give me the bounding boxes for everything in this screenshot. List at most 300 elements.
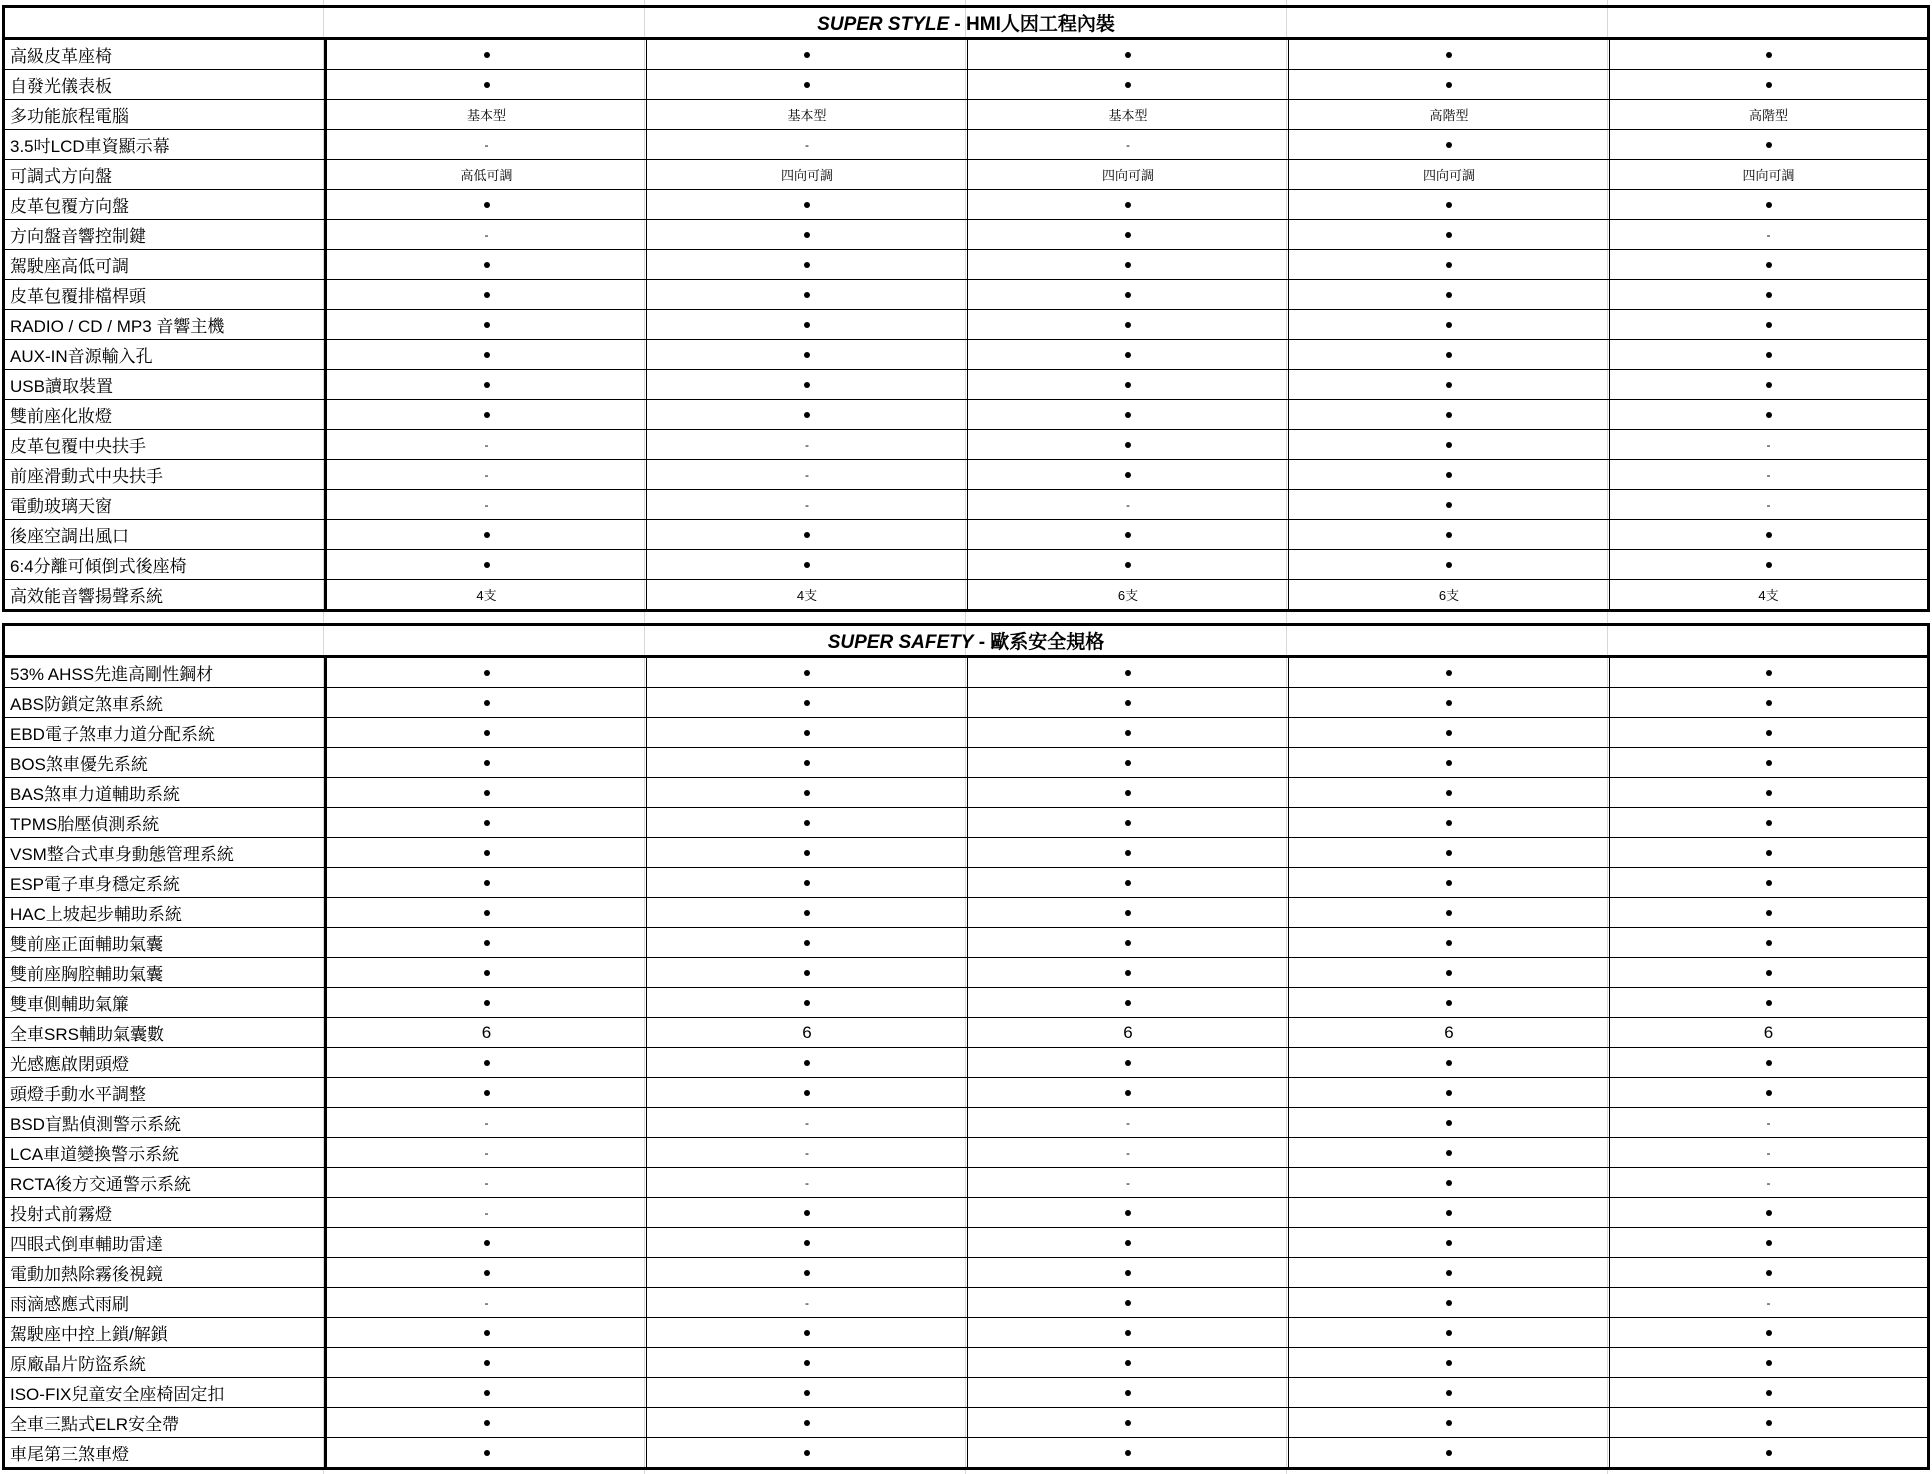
- bullet-dot-icon: [804, 700, 810, 706]
- not-equipped-cell: [326, 1108, 647, 1138]
- equipped-cell: [647, 1258, 968, 1288]
- not-equipped-cell: [1610, 430, 1929, 460]
- equipped-cell: [1289, 550, 1610, 580]
- not-equipped-cell: [968, 1138, 1289, 1168]
- equipped-cell: [326, 550, 647, 580]
- equipped-cell: [647, 1348, 968, 1378]
- spec-value-cell: 6: [1610, 1018, 1929, 1048]
- bullet-dot-icon: [1766, 1060, 1772, 1066]
- dash-mark: -: [484, 468, 489, 482]
- bullet-dot-icon: [484, 910, 490, 916]
- table-row: [4, 460, 1929, 490]
- bullet-dot-icon: [1125, 1210, 1131, 1216]
- bullet-dot-icon: [1446, 442, 1452, 448]
- equipped-cell: [1289, 400, 1610, 430]
- equipped-cell: [1289, 1318, 1610, 1348]
- bullet-dot-icon: [1125, 730, 1131, 736]
- equipped-cell: [326, 1348, 647, 1378]
- bullet-dot-icon: [1446, 412, 1452, 418]
- bullet-dot-icon: [484, 382, 490, 388]
- equipped-cell: [1289, 1078, 1610, 1108]
- table-row: [4, 39, 1929, 70]
- dash-mark: -: [1766, 1296, 1771, 1310]
- not-equipped-cell: [647, 1138, 968, 1168]
- spec-value-cell: 4支: [1610, 580, 1929, 611]
- bullet-dot-icon: [1125, 1360, 1131, 1366]
- bullet-dot-icon: [484, 1390, 490, 1396]
- dash-mark: -: [805, 1116, 809, 1130]
- equipped-cell: [1610, 688, 1929, 718]
- bullet-dot-icon: [1125, 1450, 1131, 1456]
- equipped-cell: [968, 748, 1289, 778]
- bullet-dot-icon: [1446, 1450, 1452, 1456]
- spec-value-cell: 6支: [1289, 580, 1610, 611]
- super-style-table: [2, 5, 1930, 612]
- equipped-cell: [1289, 1198, 1610, 1228]
- equipped-cell: [1610, 1378, 1929, 1408]
- equipped-cell: [968, 868, 1289, 898]
- table-row: [4, 808, 1929, 838]
- equipped-cell: [647, 988, 968, 1018]
- spec-value-cell: 四向可調: [1289, 160, 1610, 190]
- equipped-cell: [326, 778, 647, 808]
- spec-value-cell: 基本型: [326, 100, 647, 130]
- feature-name: 原廠晶片防盜系統: [4, 1348, 326, 1378]
- equipped-cell: [968, 520, 1289, 550]
- feature-name: ISO-FIX兒童安全座椅固定扣: [4, 1378, 326, 1408]
- dash-mark: -: [484, 1296, 489, 1310]
- table-row: [4, 550, 1929, 580]
- spec-value-cell: 4支: [326, 580, 647, 611]
- equipped-cell: [326, 808, 647, 838]
- feature-name: ESP電子車身穩定系統: [4, 868, 326, 898]
- bullet-dot-icon: [1766, 322, 1772, 328]
- feature-name: 6:4分離可傾倒式後座椅: [4, 550, 326, 580]
- bullet-dot-icon: [804, 1270, 810, 1276]
- equipped-cell: [647, 400, 968, 430]
- feature-name: 雙前座化妝燈: [4, 400, 326, 430]
- equipped-cell: [1289, 490, 1610, 520]
- table-row: [4, 1078, 1929, 1108]
- bullet-dot-icon: [484, 82, 490, 88]
- bullet-dot-icon: [804, 562, 810, 568]
- table-row: [4, 958, 1929, 988]
- equipped-cell: [968, 1078, 1289, 1108]
- feature-name: 頭燈手動水平調整: [4, 1078, 326, 1108]
- equipped-cell: [968, 1228, 1289, 1258]
- bullet-dot-icon: [484, 1240, 490, 1246]
- bullet-dot-icon: [1125, 472, 1131, 478]
- not-equipped-cell: [968, 1108, 1289, 1138]
- bullet-dot-icon: [1766, 1420, 1772, 1426]
- equipped-cell: [1289, 718, 1610, 748]
- bullet-dot-icon: [1446, 262, 1452, 268]
- equipped-cell: [968, 370, 1289, 400]
- bullet-dot-icon: [804, 292, 810, 298]
- equipped-cell: [326, 1378, 647, 1408]
- section-title-rest: - 歐系安全規格: [973, 632, 1105, 653]
- feature-name: RCTA後方交通警示系統: [4, 1168, 326, 1198]
- feature-name: 可調式方向盤: [4, 160, 326, 190]
- bullet-dot-icon: [1446, 472, 1452, 478]
- spec-value-cell: 6: [968, 1018, 1289, 1048]
- feature-name: 皮革包覆排檔桿頭: [4, 280, 326, 310]
- bullet-dot-icon: [1766, 1450, 1772, 1456]
- table-row: [4, 748, 1929, 778]
- bullet-dot-icon: [1125, 1420, 1131, 1426]
- equipped-cell: [1289, 1408, 1610, 1438]
- equipped-cell: [1610, 1438, 1929, 1469]
- dash-mark: -: [1126, 1116, 1130, 1130]
- equipped-cell: [1289, 898, 1610, 928]
- bullet-dot-icon: [1446, 730, 1452, 736]
- not-equipped-cell: [968, 490, 1289, 520]
- equipped-cell: [1289, 808, 1610, 838]
- equipped-cell: [1289, 1108, 1610, 1138]
- equipped-cell: [326, 1078, 647, 1108]
- equipped-cell: [1610, 250, 1929, 280]
- dash-mark: -: [484, 228, 489, 242]
- equipped-cell: [647, 958, 968, 988]
- equipped-cell: [1610, 1228, 1929, 1258]
- equipped-cell: [326, 657, 647, 688]
- equipped-cell: [968, 1408, 1289, 1438]
- bullet-dot-icon: [1766, 910, 1772, 916]
- bullet-dot-icon: [1766, 1330, 1772, 1336]
- bullet-dot-icon: [1446, 322, 1452, 328]
- feature-name: ABS防鎖定煞車系統: [4, 688, 326, 718]
- equipped-cell: [1610, 868, 1929, 898]
- bullet-dot-icon: [804, 1210, 810, 1216]
- table-row: [4, 340, 1929, 370]
- equipped-cell: [1289, 657, 1610, 688]
- equipped-cell: [326, 928, 647, 958]
- feature-name: 電動加熱除霧後視鏡: [4, 1258, 326, 1288]
- bullet-dot-icon: [1125, 412, 1131, 418]
- section-title: [4, 7, 1929, 39]
- equipped-cell: [326, 400, 647, 430]
- bullet-dot-icon: [1446, 1420, 1452, 1426]
- not-equipped-cell: [1610, 1138, 1929, 1168]
- bullet-dot-icon: [484, 562, 490, 568]
- bullet-dot-icon: [1446, 1210, 1452, 1216]
- bullet-dot-icon: [804, 970, 810, 976]
- table-row: [4, 1258, 1929, 1288]
- equipped-cell: [326, 520, 647, 550]
- table-row: [4, 988, 1929, 1018]
- bullet-dot-icon: [1125, 910, 1131, 916]
- spec-value-cell: 基本型: [968, 100, 1289, 130]
- equipped-cell: [326, 370, 647, 400]
- feature-name: 3.5吋LCD車資顯示幕: [4, 130, 326, 160]
- bullet-dot-icon: [1125, 790, 1131, 796]
- feature-name: 雙車側輔助氣簾: [4, 988, 326, 1018]
- equipped-cell: [326, 70, 647, 100]
- table-row: [4, 1348, 1929, 1378]
- equipped-cell: [968, 688, 1289, 718]
- equipped-cell: [1289, 868, 1610, 898]
- feature-name: RADIO / CD / MP3 音響主機: [4, 310, 326, 340]
- feature-name: 全車三點式ELR安全帶: [4, 1408, 326, 1438]
- bullet-dot-icon: [1125, 202, 1131, 208]
- feature-name: 方向盤音響控制鍵: [4, 220, 326, 250]
- equipped-cell: [1289, 1258, 1610, 1288]
- dash-mark: -: [1766, 438, 1771, 452]
- table-row: [4, 838, 1929, 868]
- not-equipped-cell: [326, 1168, 647, 1198]
- not-equipped-cell: [326, 460, 647, 490]
- table-row: [4, 1288, 1929, 1318]
- equipped-cell: [1289, 370, 1610, 400]
- bullet-dot-icon: [1446, 1300, 1452, 1306]
- bullet-dot-icon: [484, 292, 490, 298]
- feature-name: LCA車道變換警示系統: [4, 1138, 326, 1168]
- not-equipped-cell: [647, 1288, 968, 1318]
- dash-mark: -: [805, 1176, 809, 1190]
- bullet-dot-icon: [1446, 700, 1452, 706]
- table-row: [4, 1408, 1929, 1438]
- bullet-dot-icon: [804, 412, 810, 418]
- equipped-cell: [647, 748, 968, 778]
- bullet-dot-icon: [1766, 880, 1772, 886]
- bullet-dot-icon: [1125, 1240, 1131, 1246]
- section-title: [4, 625, 1929, 657]
- feature-name: 前座滑動式中央扶手: [4, 460, 326, 490]
- not-equipped-cell: [1610, 1288, 1929, 1318]
- equipped-cell: [1289, 1348, 1610, 1378]
- spec-value-cell: 四向可調: [968, 160, 1289, 190]
- bullet-dot-icon: [1446, 1240, 1452, 1246]
- equipped-cell: [1289, 1288, 1610, 1318]
- equipped-cell: [647, 1048, 968, 1078]
- equipped-cell: [647, 1228, 968, 1258]
- equipped-cell: [968, 1198, 1289, 1228]
- equipped-cell: [1610, 70, 1929, 100]
- bullet-dot-icon: [804, 82, 810, 88]
- bullet-dot-icon: [1446, 502, 1452, 508]
- bullet-dot-icon: [1125, 232, 1131, 238]
- equipped-cell: [968, 718, 1289, 748]
- bullet-dot-icon: [484, 352, 490, 358]
- dash-mark: -: [805, 498, 809, 512]
- equipped-cell: [326, 1438, 647, 1469]
- bullet-dot-icon: [1446, 142, 1452, 148]
- equipped-cell: [1289, 1168, 1610, 1198]
- not-equipped-cell: [647, 130, 968, 160]
- feature-name: HAC上坡起步輔助系統: [4, 898, 326, 928]
- table-row: [4, 1318, 1929, 1348]
- not-equipped-cell: [1610, 220, 1929, 250]
- bullet-dot-icon: [1125, 1000, 1131, 1006]
- equipped-cell: [968, 400, 1289, 430]
- bullet-dot-icon: [1446, 232, 1452, 238]
- bullet-dot-icon: [1446, 1120, 1452, 1126]
- table-row: [4, 718, 1929, 748]
- bullet-dot-icon: [1766, 940, 1772, 946]
- bullet-dot-icon: [1446, 1060, 1452, 1066]
- dash-mark: -: [484, 1146, 489, 1160]
- bullet-dot-icon: [484, 1360, 490, 1366]
- equipped-cell: [1610, 988, 1929, 1018]
- bullet-dot-icon: [1766, 1000, 1772, 1006]
- feature-name: 皮革包覆中央扶手: [4, 430, 326, 460]
- bullet-dot-icon: [804, 1240, 810, 1246]
- not-equipped-cell: [647, 1168, 968, 1198]
- equipped-cell: [647, 868, 968, 898]
- equipped-cell: [1610, 520, 1929, 550]
- bullet-dot-icon: [804, 202, 810, 208]
- bullet-dot-icon: [804, 1390, 810, 1396]
- bullet-dot-icon: [1446, 940, 1452, 946]
- bullet-dot-icon: [804, 1450, 810, 1456]
- bullet-dot-icon: [1125, 1390, 1131, 1396]
- not-equipped-cell: [326, 490, 647, 520]
- dash-mark: -: [484, 138, 489, 152]
- equipped-cell: [968, 70, 1289, 100]
- bullet-dot-icon: [1446, 82, 1452, 88]
- table-row: [4, 1198, 1929, 1228]
- feature-name: 駕駛座中控上鎖/解鎖: [4, 1318, 326, 1348]
- bullet-dot-icon: [1446, 562, 1452, 568]
- equipped-cell: [1289, 1048, 1610, 1078]
- table-row: [4, 220, 1929, 250]
- table-row: [4, 580, 1929, 611]
- not-equipped-cell: [326, 220, 647, 250]
- equipped-cell: [647, 778, 968, 808]
- bullet-dot-icon: [484, 820, 490, 826]
- equipped-cell: [968, 39, 1289, 70]
- bullet-dot-icon: [1766, 82, 1772, 88]
- dash-mark: -: [1766, 1116, 1771, 1130]
- not-equipped-cell: [326, 1198, 647, 1228]
- equipped-cell: [968, 1438, 1289, 1469]
- equipped-cell: [968, 778, 1289, 808]
- equipped-cell: [968, 280, 1289, 310]
- dash-mark: -: [1766, 498, 1771, 512]
- bullet-dot-icon: [1446, 532, 1452, 538]
- equipped-cell: [968, 838, 1289, 868]
- bullet-dot-icon: [804, 790, 810, 796]
- feature-name: 光感應啟閉頭燈: [4, 1048, 326, 1078]
- not-equipped-cell: [968, 130, 1289, 160]
- equipped-cell: [1610, 39, 1929, 70]
- equipped-cell: [1289, 1438, 1610, 1469]
- bullet-dot-icon: [484, 202, 490, 208]
- bullet-dot-icon: [804, 382, 810, 388]
- equipped-cell: [647, 1078, 968, 1108]
- equipped-cell: [1289, 520, 1610, 550]
- bullet-dot-icon: [804, 1360, 810, 1366]
- table-row: [4, 928, 1929, 958]
- equipped-cell: [968, 550, 1289, 580]
- bullet-dot-icon: [1766, 1240, 1772, 1246]
- table-row: [4, 400, 1929, 430]
- bullet-dot-icon: [1766, 382, 1772, 388]
- bullet-dot-icon: [1125, 940, 1131, 946]
- bullet-dot-icon: [484, 52, 490, 58]
- equipped-cell: [326, 190, 647, 220]
- equipped-cell: [1289, 220, 1610, 250]
- bullet-dot-icon: [804, 820, 810, 826]
- not-equipped-cell: [647, 460, 968, 490]
- equipped-cell: [1610, 718, 1929, 748]
- bullet-dot-icon: [1125, 760, 1131, 766]
- equipped-cell: [968, 1348, 1289, 1378]
- bullet-dot-icon: [1125, 970, 1131, 976]
- bullet-dot-icon: [1446, 52, 1452, 58]
- bullet-dot-icon: [1766, 670, 1772, 676]
- table-row: [4, 778, 1929, 808]
- equipped-cell: [1610, 190, 1929, 220]
- bullet-dot-icon: [1766, 1360, 1772, 1366]
- bullet-dot-icon: [1766, 1270, 1772, 1276]
- bullet-dot-icon: [804, 880, 810, 886]
- table-row: [4, 1138, 1929, 1168]
- bullet-dot-icon: [1125, 532, 1131, 538]
- equipped-cell: [1289, 310, 1610, 340]
- bullet-dot-icon: [1766, 1090, 1772, 1096]
- bullet-dot-icon: [1766, 532, 1772, 538]
- not-equipped-cell: [326, 1138, 647, 1168]
- equipped-cell: [326, 310, 647, 340]
- bullet-dot-icon: [1446, 382, 1452, 388]
- equipped-cell: [968, 958, 1289, 988]
- equipped-cell: [647, 1198, 968, 1228]
- equipped-cell: [326, 868, 647, 898]
- equipped-cell: [968, 340, 1289, 370]
- table-row: [4, 70, 1929, 100]
- section-title-italic: SUPER STYLE: [817, 14, 950, 35]
- bullet-dot-icon: [804, 1000, 810, 1006]
- equipped-cell: [326, 1048, 647, 1078]
- not-equipped-cell: [647, 1108, 968, 1138]
- dash-mark: -: [805, 1146, 809, 1160]
- bullet-dot-icon: [1125, 1300, 1131, 1306]
- section-header-row: [4, 7, 1929, 39]
- equipped-cell: [326, 688, 647, 718]
- equipped-cell: [326, 250, 647, 280]
- equipped-cell: [968, 190, 1289, 220]
- equipped-cell: [968, 430, 1289, 460]
- dash-mark: -: [1126, 138, 1130, 152]
- equipped-cell: [1610, 550, 1929, 580]
- bullet-dot-icon: [1766, 202, 1772, 208]
- bullet-dot-icon: [484, 670, 490, 676]
- equipped-cell: [1289, 688, 1610, 718]
- equipped-cell: [647, 310, 968, 340]
- equipped-cell: [1610, 748, 1929, 778]
- not-equipped-cell: [1610, 460, 1929, 490]
- not-equipped-cell: [1610, 1108, 1929, 1138]
- equipped-cell: [647, 1378, 968, 1408]
- bullet-dot-icon: [484, 1450, 490, 1456]
- feature-name: 高級皮革座椅: [4, 39, 326, 70]
- dash-mark: -: [1766, 1146, 1771, 1160]
- equipped-cell: [1289, 70, 1610, 100]
- bullet-dot-icon: [804, 730, 810, 736]
- equipped-cell: [1289, 39, 1610, 70]
- section-header-row: [4, 625, 1929, 657]
- bullet-dot-icon: [1125, 382, 1131, 388]
- equipped-cell: [1289, 460, 1610, 490]
- feature-name: AUX-IN音源輸入孔: [4, 340, 326, 370]
- equipped-cell: [968, 460, 1289, 490]
- bullet-dot-icon: [484, 322, 490, 328]
- equipped-cell: [968, 928, 1289, 958]
- bullet-dot-icon: [1446, 1330, 1452, 1336]
- feature-name: 車尾第三煞車燈: [4, 1438, 326, 1469]
- bullet-dot-icon: [1446, 1000, 1452, 1006]
